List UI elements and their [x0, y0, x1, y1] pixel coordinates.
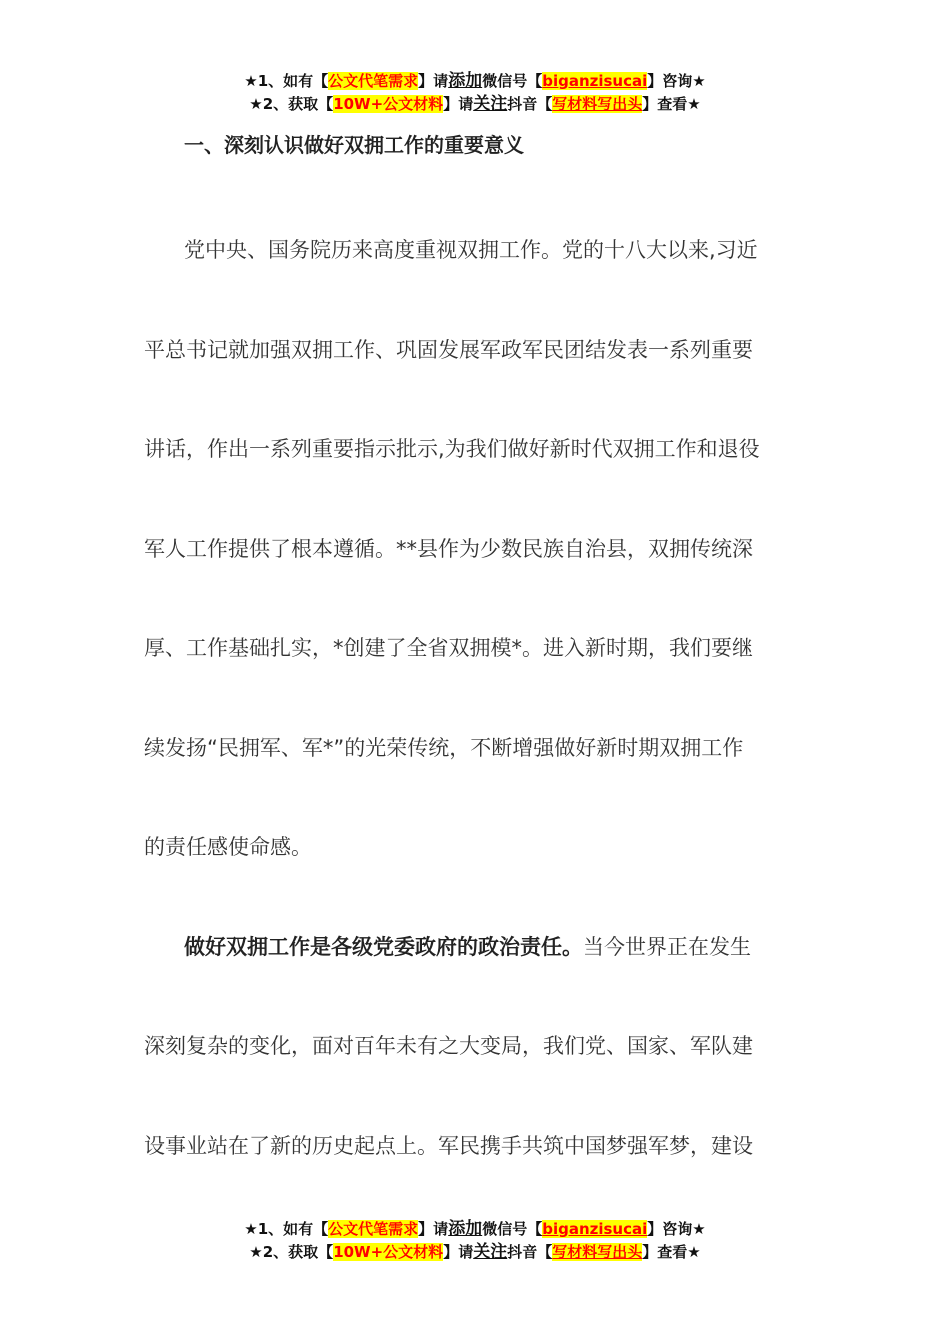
banner-text: 】请 [443, 95, 474, 113]
banner-emphasis: 添加 [448, 71, 483, 91]
banner-text: 微信号【 [482, 1220, 543, 1238]
banner-text: ★1、如有【 [244, 1220, 329, 1238]
banner-emphasis: 关注 [473, 94, 508, 114]
banner-douyin-account: 写材料写出头 [552, 95, 643, 113]
banner-emphasis: 添加 [448, 1219, 483, 1239]
paragraph-line: 厚、工作基础扎实，*创建了全省双拥模*。进入新时期，我们要继 [144, 636, 753, 660]
banner-text: 】请 [418, 72, 449, 90]
banner-text: 】咨询★ [647, 1220, 706, 1238]
banner-highlight-service: 公文代笔需求 [328, 1220, 419, 1238]
banner-text: 】查看★ [642, 1243, 701, 1261]
banner-text: 微信号【 [482, 72, 543, 90]
paragraph-line: 平总书记就加强双拥工作、巩固发展军政军民团结发表一系列重要 [144, 337, 753, 362]
paragraph-text: 当今世界正在发生 [583, 934, 751, 959]
banner-line-2 [0, 93, 950, 116]
banner-emphasis: 关注 [473, 1242, 508, 1262]
banner-highlight-materials: 10W+公文材料 [333, 95, 444, 113]
paragraph-line: 党中央、国务院历来高度重视双拥工作。党的十八大以来,习近 [184, 238, 758, 262]
banner-text: 抖音【 [507, 95, 553, 113]
banner-text: ★2、获取【 [249, 1243, 334, 1261]
banner-wechat-id: biganzisucai [542, 1220, 648, 1238]
banner-text: 】查看★ [642, 95, 701, 113]
banner-line-1 [0, 70, 950, 93]
paragraph-line: 的责任感使命感。 [144, 835, 312, 859]
paragraph-1 [144, 201, 806, 898]
banner-text: 】咨询★ [647, 72, 706, 90]
paragraph-line: 深刻复杂的变化，面对百年未有之大变局，我们党、国家、军队建 [144, 1034, 753, 1058]
paragraph-line: 设事业站在了新的历史起点上。军民携手共筑中国梦强军梦，建设 [144, 1133, 753, 1158]
header-banner [0, 70, 950, 116]
banner-wechat-id: biganzisucai [542, 72, 648, 90]
banner-text: 】请 [418, 1220, 449, 1238]
banner-douyin-account: 写材料写出头 [552, 1243, 643, 1261]
banner-text: ★1、如有【 [244, 72, 329, 90]
paragraph-line: 续发扬“民拥军、军*”的光荣传统，不断增强做好新时期双拥工作 [144, 735, 744, 760]
paragraph-2 [144, 898, 806, 1197]
banner-text: 抖音【 [507, 1243, 553, 1261]
banner-highlight-materials: 10W+公文材料 [333, 1243, 444, 1261]
section-heading: 一、深刻认识做好双拥工作的重要意义 [184, 133, 524, 157]
paragraph-line [144, 898, 806, 998]
paragraph-line: 军人工作提供了根本遵循。**县作为少数民族自治县，双拥传统深 [144, 536, 753, 561]
banner-line-1 [0, 1218, 950, 1241]
footer-banner [0, 1218, 950, 1264]
banner-text: ★2、获取【 [249, 95, 334, 113]
banner-text: 】请 [443, 1243, 474, 1261]
paragraph-lead-sentence: 做好双拥工作是各级党委政府的政治责任。 [184, 934, 583, 959]
banner-highlight-service: 公文代笔需求 [328, 72, 419, 90]
paragraph-line: 讲话，作出一系列重要指示批示,为我们做好新时代双拥工作和退役 [144, 437, 760, 461]
banner-line-2 [0, 1241, 950, 1264]
document-body [144, 125, 806, 1196]
